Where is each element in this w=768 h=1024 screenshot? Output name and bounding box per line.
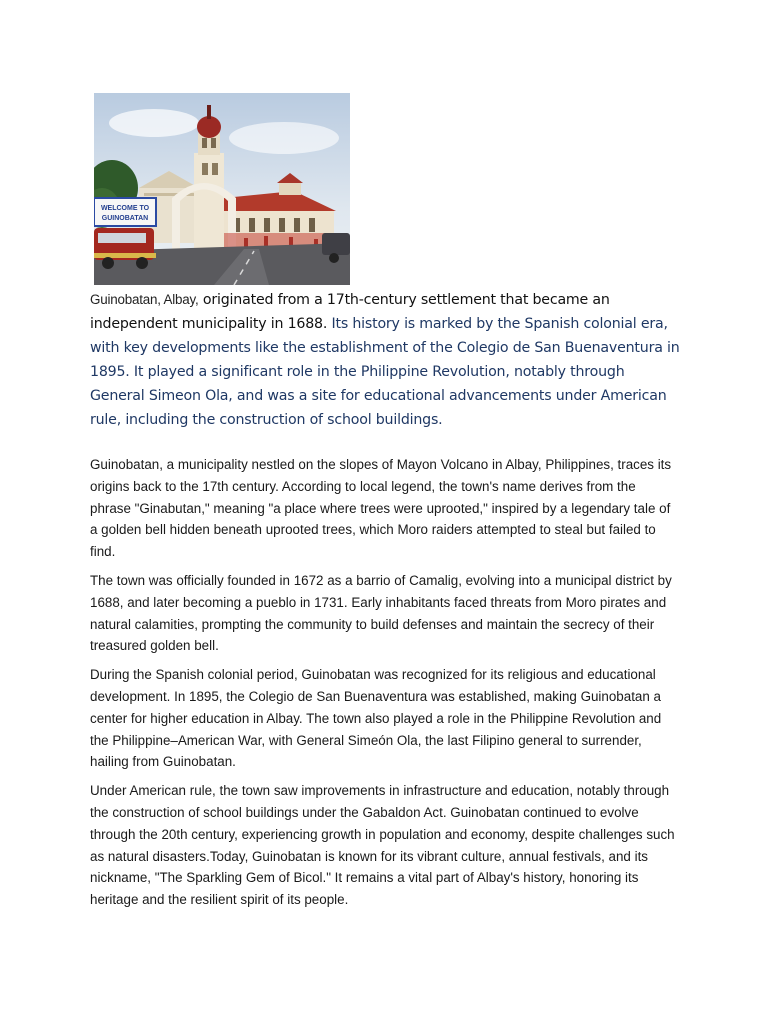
article-body <box>90 454 680 918</box>
paragraph-3: During the Spanish colonial period, Guinobatan was recognized for its religious and educational development. In 1895, the Colegio de San Buenaventura was established, making Guinobatan a center for higher education in Albay. The town also played a role in the Philippine Revolution and the Philippine–American War, with General Simeón Ola, the last Filipino general to surrender, hailing from Guinobatan. <box>90 667 662 770</box>
paragraph-2: The town was officially founded in 1672 as a barrio of Camalig, evolving into a municipal district by 1688, and later becoming a pueblo in 1731. Early inhabitants faced threats from Moro pirates and natural calamities, prompting the community to build defenses and maintain the secrecy of their treasured golden bell. <box>90 572 672 654</box>
lead-paragraph <box>90 288 680 432</box>
church-photo <box>94 93 350 285</box>
paragraph-4: Under American rule, the town saw improvements in infrastructure and education, notably through the construction of school buildings under the Gabaldon Act. Guinobatan continued to evolve through the 20th century, experiencing growth in population and economy, despite challenges such as natural disasters.Today, Guinobatan is known for its vibrant culture, annual festivals, and its nickname, "The Sparkling Gem of Bicol." It remains a vital part of Albay's history, honoring its heritage and the resilient spirit of its people. <box>90 783 675 908</box>
lead-text-blue: Its history is marked by the Spanish colonial era, with key developments like the establishment of the Colegio de San Buenaventura in 1895. It played a significant role in the Philippine Revolution, notably through General Simeon Ola, and was a site for educational advancements under American rule, including the construction of school buildings. <box>90 316 680 428</box>
paragraph-1: Guinobatan, a municipality nestled on the slopes of Mayon Volcano in Albay, Philippines, traces its origins back to the 17th century. According to local legend, the town's name derives from the phrase "Ginabutan," meaning "a place where trees were uprooted," inspired by a legendary tale of a golden bell hidden beneath uprooted trees, which Moro raiders attempted to steal but failed to find. <box>90 457 672 560</box>
svg-text:WELCOME TO: WELCOME TO <box>100 205 150 212</box>
svg-text:GUINOBATAN: GUINOBATAN <box>101 215 149 222</box>
lead-text-black: originated from a 17th-century settlement that became an independent municipality in 1688. <box>90 292 610 332</box>
lead-place: Guinobatan, Albay, <box>90 292 199 307</box>
